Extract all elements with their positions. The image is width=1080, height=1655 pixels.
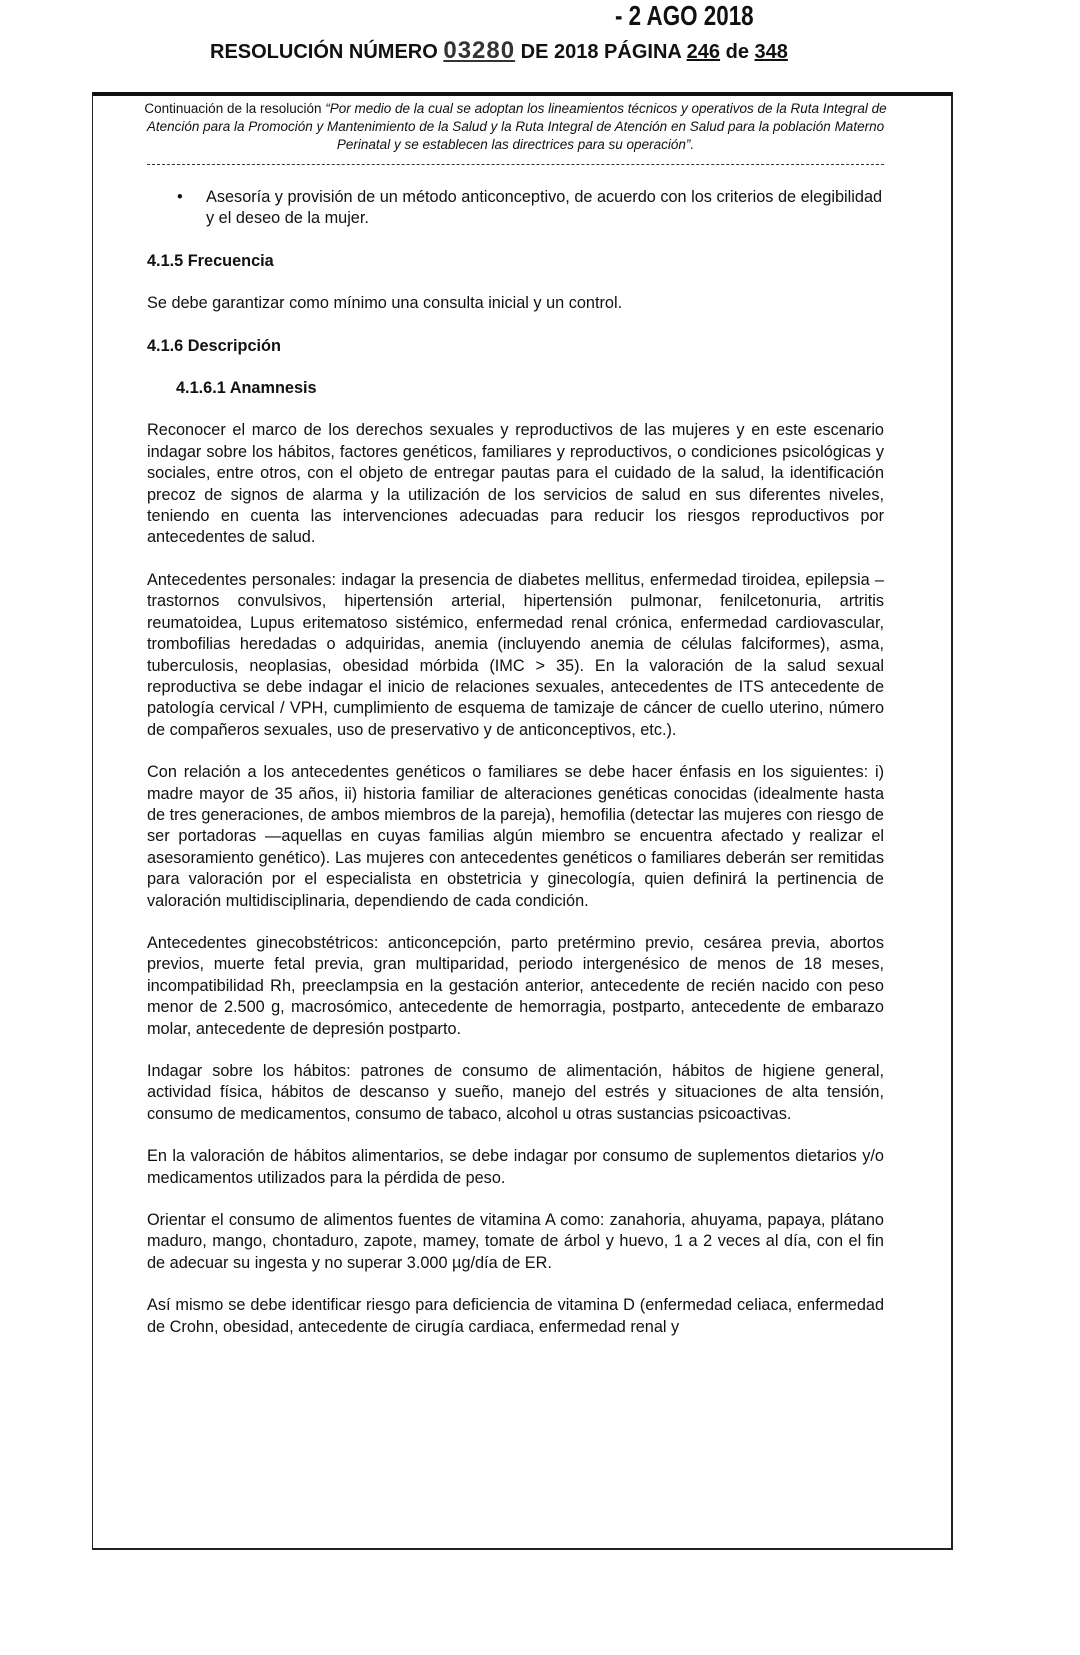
paragraph: Antecedentes ginecobstétricos: anticoncepción, parto pretérmino previo, cesárea previa, abortos previos, muerte fetal previa, gran multiparidad, periodo intergenésico de menos de 18 meses, incompatibilidad Rh, preeclampsia en la gestación anterior, antecedente de recién nacido con peso menor de 2.500 g, macrosómico, antecedente de hemorragia, postparto, antecedente de embarazo molar, antecedente de depresión postparto. [147, 933, 884, 1038]
heading-4-1-6-1: 4.1.6.1 Anamnesis [176, 379, 317, 398]
page-number: 246 [686, 41, 721, 63]
bullet-icon: • [177, 188, 183, 206]
paragraph: Orientar el consumo de alimentos fuentes de vitamina A como: zanahoria, ahuyama, papaya, plátano maduro, mango, chontaduro, zapote, mamey, tomate de árbol y huevo, 1 a 2 veces al día, con el fin de adecuar su ingesta y no superar 3.000 µg/día de ER. [147, 1211, 884, 1272]
paragraph: Reconocer el marco de los derechos sexuales y reproductivos de las mujeres y en este escenario indagar sobre los hábitos, factores genéticos, familiares y reproductivos, o condiciones psicológicas y sociales, entre otros, con el objeto de entregar pautas para el cuidado de la salud, la identificación precoz de signos de alarma y la utilización de los servicios de salud en sus diferentes niveles, teniendo en cuenta las intervenciones adecuadas para reducir los riesgos reproductivos por antecedentes de salud. [147, 421, 884, 547]
header-of: de [725, 41, 749, 63]
heading-4-1-6: 4.1.6 Descripción [147, 336, 281, 355]
paragraph: Con relación a los antecedentes genéticos o familiares se debe hacer énfasis en los siguientes: i) madre mayor de 35 años, ii) historia familiar de alteraciones genéticas conocidas (idealmente hasta de tres generaciones, de ambos miembros de la pareja), hemofilia (detectar las mujeres con riesgo de ser portadoras —aquellas en cuyas familias algún miembro se encuentra afectado y realizar el asesoramiento genético). Las mujeres con antecedentes genéticos o familiares deberán ser remitidas para valoración por el especialista en obstetricia y ginecología, quien definirá la pertinencia de valoración multidisciplinaria, dependiendo de cada condición. [147, 763, 884, 910]
bullet-text: Asesoría y provisión de un método anticonceptivo, de acuerdo con los criterios de elegibilidad y el deseo de la mujer. [206, 188, 883, 228]
continuation-lead: Continuación de la resolución [144, 101, 326, 116]
paragraph: Indagar sobre los hábitos: patrones de consumo de alimentación, hábitos de higiene general, actividad física, hábitos de descanso y sueño, manejo del estrés y situaciones de alta tensión, consumo de medicamentos, consumo de tabaco, alcohol u otras sustancias psicoactivas. [147, 1062, 884, 1123]
page-total: 348 [754, 41, 788, 63]
resolution-number: 03280 [443, 37, 516, 64]
heading-4-1-5: 4.1.5 Frecuencia [147, 251, 274, 270]
header-prefix: RESOLUCIÓN NÚMERO [210, 41, 438, 63]
page-content [144, 100, 887, 1359]
date-stamp: - 2 AGO 2018 [615, 0, 754, 31]
frequency-text: Se debe garantizar como mínimo una consulta inicial y un control. [147, 294, 623, 313]
resolution-header [210, 38, 870, 65]
paragraph: Así mismo se debe identificar riesgo para deficiencia de vitamina D (enfermedad celiaca, enfermedad de Crohn, obesidad, antecedente de cirugía cardiaca, enfermedad renal y [147, 1296, 884, 1336]
paragraph: En la valoración de hábitos alimentarios, se debe indagar por consumo de suplementos dietarios y/o medicamentos utilizados para la pérdida de peso. [147, 1147, 884, 1187]
bullet-item [177, 187, 884, 230]
header-de: DE 2018 PÁGINA [520, 41, 682, 63]
continuation-title: “Por medio de la cual se adoptan los lineamientos técnicos y operativos de la Ruta Integral de Atención para la Promoción y Mantenimiento de la Salud y la Ruta Integral de Atención en Salud para la población Materno Perinatal y se establecen las directrices para su operación”. [146, 101, 887, 152]
continuation-note [140, 100, 891, 154]
paragraph: Antecedentes personales: indagar la presencia de diabetes mellitus, enfermedad tiroidea, epilepsia – trastornos convulsivos, hipertensión arterial, hipertensión pulmonar, fenilcetonuria, artritis reumatoidea, Lupus eritematoso sistémico, enfermedad renal crónica, enfermedad cardiovascular, trombofilias heredadas o adquiridas, anemia (incluyendo anemia de células falciformes), asma, tuberculosis, neoplasias, obesidad mórbida (IMC > 35). En la valoración de la salud sexual reproductiva se debe indagar el inicio de relaciones sexuales, antecedentes de ITS antecedente de patología cervical / VPH, cumplimiento de esquema de tamizaje de cáncer de cuello uterino, número de compañeros sexuales, uso de preservativo y de anticonceptivos, etc.). [147, 570, 884, 739]
dashed-divider [147, 164, 884, 165]
